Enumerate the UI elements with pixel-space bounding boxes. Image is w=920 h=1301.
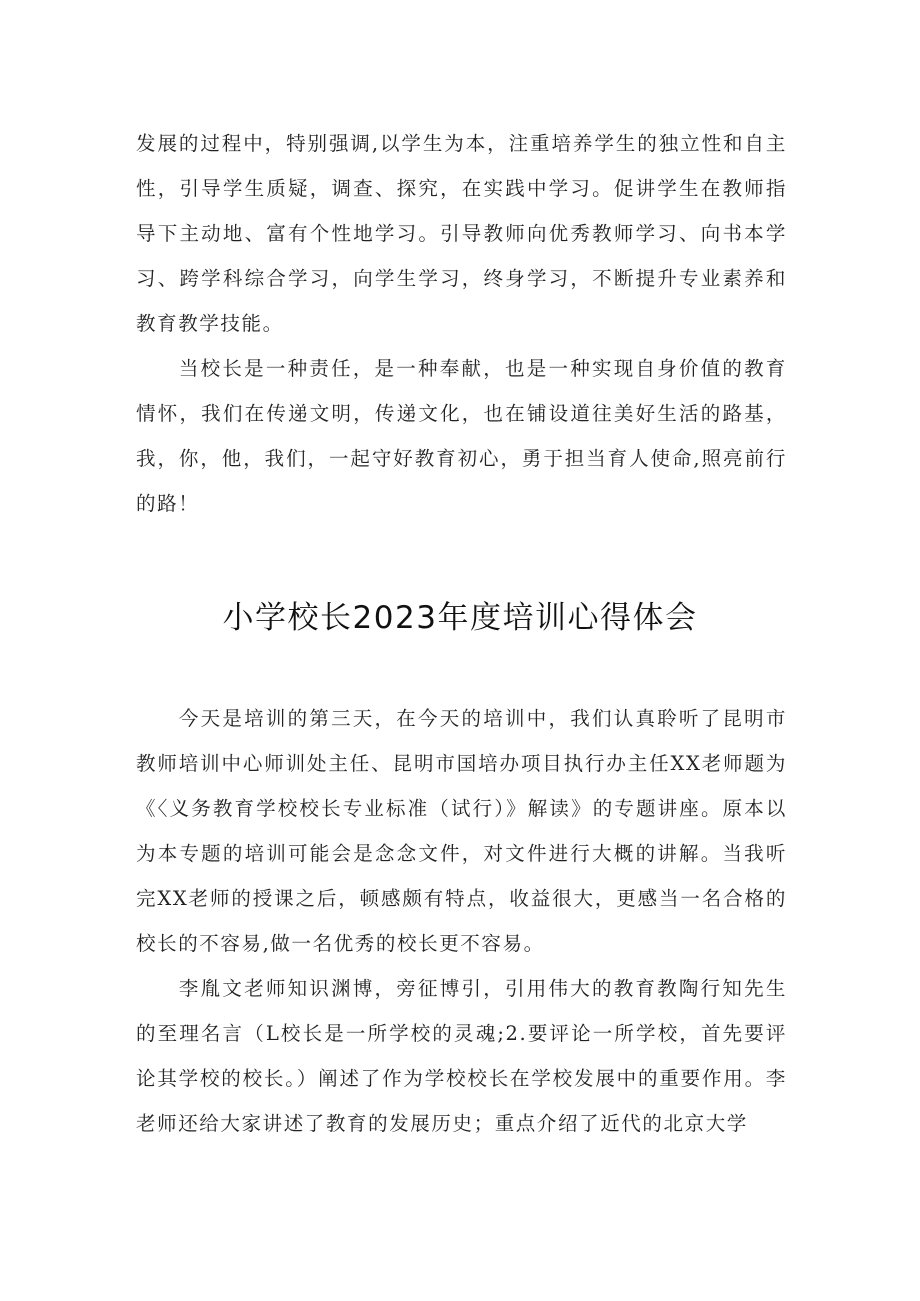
paragraph: 李胤文老师知识渊博，旁征博引，引用伟大的教育教陶行知先生的至理名言（L校长是一所学校的灵魂;2.要评论一所学校，首先要评论其学校的校长。）阐述了作为学校校长在学校发展中的重要作用。李老师还给大家讲述了教育的发展历史；重点介绍了近代的北京大学: [136, 977, 787, 1135]
body-text-top: [136, 121, 787, 526]
document-title: 小学校长2023年度培训心得体会: [222, 600, 698, 636]
paragraph: 今天是培训的第三天，在今天的培训中，我们认真聆听了昆明市教师培训中心师训处主任、昆明市国培办项目执行办主任XX老师题为《〈义务教育学校校长专业标准（试行）》解读》的专题讲座。原本以为本专题的培训可能会是念念文件，对文件进行大概的讲解。当我听完XX老师的授课之后，顿感颇有特点，收益很大，更感当一名合格的校长的不容易,做一名优秀的校长更不容易。: [136, 707, 787, 955]
paragraph: 发展的过程中，特别强调,以学生为本，注重培养学生的独立性和自主性，引导学生质疑，调查、探究，在实践中学习。促讲学生在教师指导下主动地、富有个性地学习。引导教师向优秀教师学习、向书本学习、跨学科综合学习，向学生学习，终身学习，不断提升专业素养和教育教学技能。: [136, 132, 787, 335]
paragraph: 当校长是一种责任，是一种奉献，也是一种实现自身价值的教育情怀，我们在传递文明，传递文化，也在铺设道往美好生活的路基，我，你，他，我们，一起守好教育初心，勇于担当育人使命,照亮前行的路！: [136, 357, 787, 515]
body-text-bottom: [136, 696, 787, 1146]
